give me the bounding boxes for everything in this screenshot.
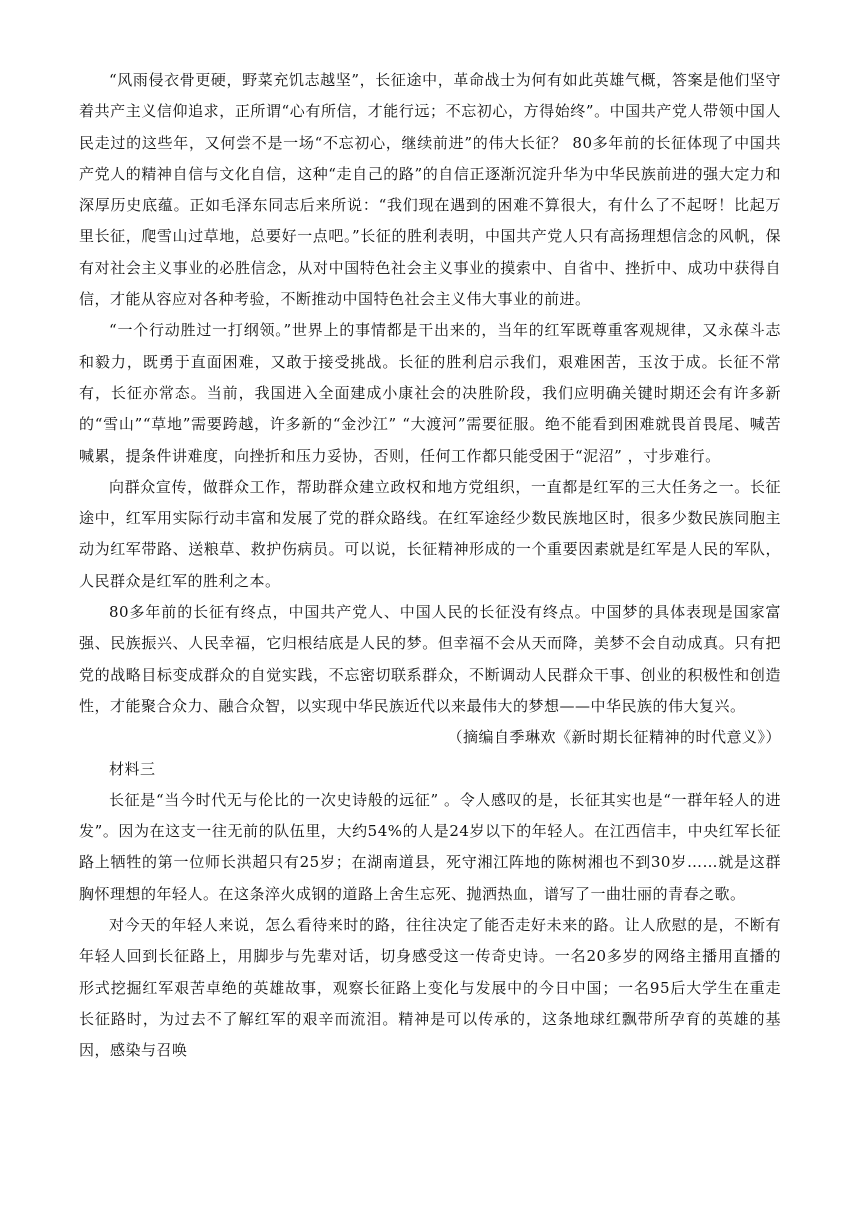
paragraph-young-people: 长征是“当今时代无与伦比的一次史诗般的远征” 。令人感叹的是，长征其实也是“一群年轻人的进发”。因为在这支一往无前的队伍里，大约54%的人是24岁以下的年轻人。在江西信丰，中央红军长征路上牺牲的第一位师长洪超只有25岁；在湖南道县，死守湘江阵地的陈树湘也不到30岁……就是这群胸怀理想的年轻人。在这条淬火成钢的道路上舍生忘死、抛洒热血，谱写了一曲壮丽的青春之歌。 <box>79 790 781 903</box>
paragraph-action: “一个行动胜过一打纲领。”世界上的事情都是干出来的，当年的红军既尊重客观规律，又永葆斗志和毅力，既勇于直面困难，又敢于接受挑战。长征的胜利启示我们，艰难困苦，玉汝于成。长征不常有，长征亦常态。当前，我国进入全面建成小康社会的决胜阶段，我们应明确关键时期还会有许多新的“雪山”“草地”需要跨越，许多新的“金沙江” “大渡河”需要征服。绝不能看到困难就畏首畏尾、喊苦喊累，提条件讲难度，向挫折和压力妥协，否则，任何工作都只能受困于“泥沼” ，寸步难行。 <box>79 321 781 465</box>
material-three-heading: 材料三 <box>109 759 156 778</box>
paragraph-chinese-dream: 80多年前的长征有终点，中国共产党人、中国人民的长征没有终点。中国梦的具体表现是国家富强、民族振兴、人民幸福，它归根结底是人民的梦。但幸福不会从天而降，美梦不会自动成真。只有把党的战略目标变成群众的自觉实践，不忘密切联系群众，不断调动人民群众干事、创业的积极性和创造性，才能聚合众力、融合众智，以实现中华民族近代以来最伟大的梦想——中华民族的伟大复兴。 <box>79 603 781 715</box>
document-page <box>79 65 781 1067</box>
paragraph-masses: 向群众宣传，做群众工作，帮助群众建立政权和地方党组织，一直都是红军的三大任务之一。长征途中，红军用实际行动丰富和发展了党的群众路线。在红军途经少数民族地区时，很多少数民族同胞主动为红军带路、送粮草、救护伤病员。可以说，长征精神形成的一个重要因素就是红军是人民的军队，人民群众是红军的胜利之本。 <box>79 477 781 590</box>
paragraph-faith: “风雨侵衣骨更硬，野菜充饥志越坚”，长征途中，革命战士为何有如此英雄气概，答案是他们坚守着共产主义信仰追求，正所谓“心有所信，才能行远；不忘初心，方得始终”。中国共产党人带领中国人民走过的这些年，又何尝不是一场“不忘初心，继续前进”的伟大长征？ 80多年前的长征体现了中国共产党人的精神自信与文化自信，这种“走自己的路”的自信正逐渐沉淀升华为中华民族前进的强大定力和深厚历史底蕴。正如毛泽东同志后来所说：“我们现在遇到的困难不算很大，有什么了不起呀！比起万里长征，爬雪山过草地，总要好一点吧。”长征的胜利表明，中国共产党人只有高扬理想信念的风帆，保有对社会主义事业的必胜信念，从对中国特色社会主义事业的摸索中、自省中、挫折中、成功中获得自信，才能从容应对各种考验，不断推动中国特色社会主义伟大事业的前进。 <box>79 71 781 309</box>
paragraph-today-youth: 对今天的年轻人来说，怎么看待来时的路，往往决定了能否走好未来的路。让人欣慰的是，不断有年轻人回到长征路上，用脚步与先辈对话，切身感受这一传奇史诗。一名20多岁的网络主播用直播的形式挖掘红军艰苦卓绝的英雄故事，观察长征路上变化与发展中的今日中国；一名95后大学生在重走长征路时，为过去不了解红军的艰辛而流泪。精神是可以传承的，这条地球红飘带所孕育的英雄的基因，感染与召唤 <box>79 916 781 1060</box>
source-citation: （摘编自季琳欢《新时期长征精神的时代意义》） <box>447 728 781 747</box>
